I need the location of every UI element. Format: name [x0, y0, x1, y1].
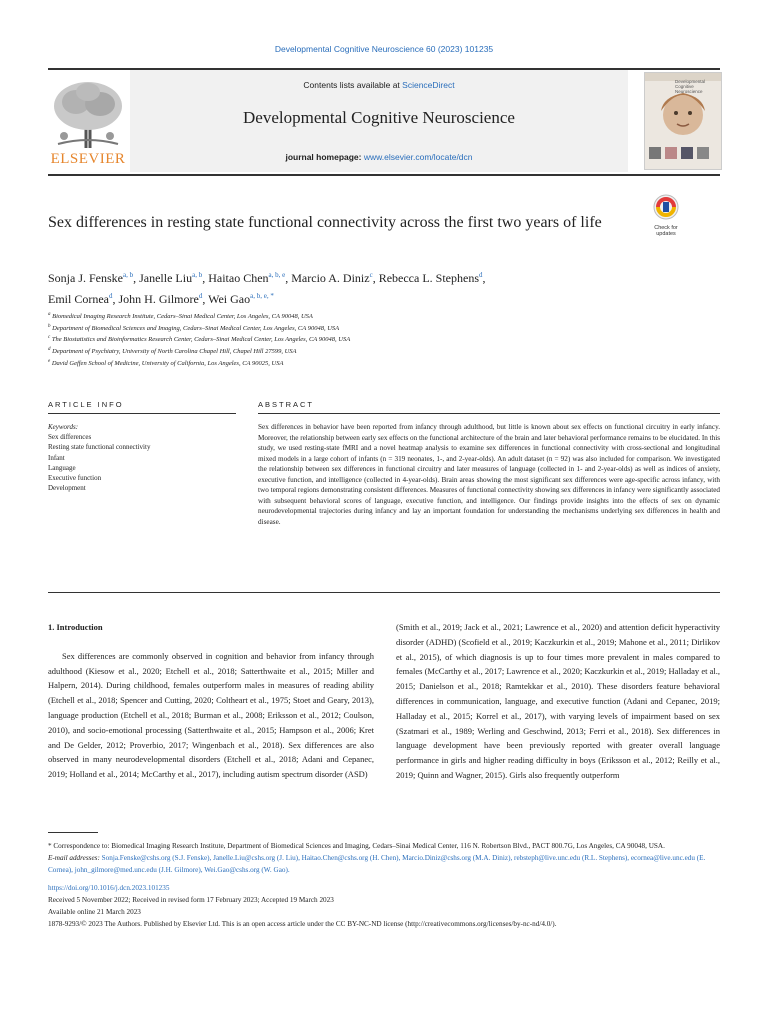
sciencedirect-link[interactable]: ScienceDirect — [402, 80, 455, 90]
affiliation-item — [48, 322, 668, 334]
email-links[interactable]: Sonja.Fenske@cshs.org (S.J. Fenske), Janelle.Liu@cshs.org (J. Liu), Haitao.Chen@cshs.org (H. Chen), Marcio.Diniz@cshs.org (M.A. Diniz), rebsteph@live.unc.edu (R.L. Stephens), ecornea@live.unc.edu (E. Cornea), john_gilmore@med.unc.edu (J.H. Gilmore), Wei.Gao@cshs.org (W. Gao). — [48, 854, 706, 874]
affiliation-item — [48, 310, 668, 322]
abstract-rule — [258, 413, 720, 414]
author-name[interactable]: Haitao Chen — [208, 271, 269, 285]
available-online: Available online 21 March 2023 — [48, 908, 141, 916]
keyword-item: Resting state functional connectivity — [48, 443, 151, 452]
email-label: E-mail addresses: — [48, 854, 100, 862]
author-affiliation-sup[interactable]: a, b — [192, 271, 203, 279]
affiliation-sup: d — [48, 346, 51, 352]
author-affiliation-sup[interactable]: a, b, e, * — [250, 292, 274, 300]
correspondence-note: * Correspondence to: Biomedical Imaging Research Institute, Department of Biomedical Sciences and Imaging, Cedars–Sinai Medical Center, 116 N. Robertson Blvd., PACT 800.7G, Los Angeles, CA 90048, USA. — [48, 842, 665, 850]
author-affiliation-sup[interactable]: c — [369, 271, 373, 279]
author-name[interactable]: Marcio A. Diniz — [291, 271, 370, 285]
received-dates: Received 5 November 2022; Received in revised form 17 February 2023; Accepted 19 March 2023 — [48, 896, 334, 904]
homepage-link[interactable]: www.elsevier.com/locate/dcn — [363, 152, 473, 162]
author-name[interactable]: Emil Cornea — [48, 292, 109, 306]
affiliation-item — [48, 333, 668, 345]
check-for-updates-button[interactable] — [648, 194, 684, 237]
footnote-rule — [48, 832, 98, 833]
journal-cover-image — [644, 72, 722, 170]
journal-reference-link[interactable]: Developmental Cognitive Neuroscience 60 (2023) 101235 — [274, 44, 494, 54]
license-text: 1878-9293/© 2023 The Authors. Published by Elsevier Ltd. This is an open access article under the CC BY-NC-ND license (http://creativecommons.org/licenses/by-nc-nd/4.0/). — [48, 920, 557, 928]
journal-title: Developmental Cognitive Neuroscience — [243, 108, 515, 127]
elsevier-logo — [48, 78, 128, 168]
keywords-label: Keywords: — [48, 423, 79, 431]
keyword-item: Infant — [48, 453, 65, 462]
intro-left-column — [48, 620, 374, 782]
author-name[interactable]: Janelle Liu — [139, 271, 193, 285]
author-affiliation-sup[interactable]: a, b — [123, 271, 134, 279]
keyword-item: Executive function — [48, 474, 102, 483]
footnotes — [48, 840, 720, 930]
author-affiliation-sup[interactable]: a, b, e — [268, 271, 286, 279]
author-name[interactable]: Rebecca L. Stephens — [378, 271, 479, 285]
article-title: Sex differences in resting state functional connectivity across the first two years of life — [48, 214, 602, 231]
author-affiliation-sup[interactable]: d — [108, 292, 113, 300]
homepage-prefix: journal homepage: — [285, 152, 364, 162]
article-info-rule — [48, 413, 236, 414]
keyword-item: Development — [48, 484, 86, 493]
email-addresses — [48, 852, 720, 876]
keyword-item: Sex differences — [48, 433, 92, 442]
intro-heading: 1. Introduction — [48, 622, 103, 632]
contents-prefix: Contents lists available at — [303, 80, 403, 90]
cover-title: Developmental Cognitive Neuroscience — [675, 79, 706, 94]
intro-paragraph-right: (Smith et al., 2019; Jack et al., 2021; Lawrence et al., 2020) and attention deficit hyperactivity disorder (ADHD) (Scofield et al., 2019; Kaczkurkin et al., 2019; Mahone et al., 2011; Dirlikov et al., 2015), of which diagnosis is up to four times more prevalent in males compared to females (McCarthy et al., 2017; Lawrence et al., 2020; Kaczkurkin et al., 2019; Halladay et al., 2015; Danielson et al., 2018; Ramtekkar et al., 2010). These disorders feature behavioral differences in communication, language, and executive function (Adani and Cepanec, 2019; Halladay et al., 2015; Korrel et al., 2017), with varying levels of impairment based on sex (Szatmari et al., 1989; Werling and Geschwind, 2013; Ferri et al., 2018). Sex differences in language development have been previously reported with greater overall language performance in girls and higher reading difficulty in boys (Eriksson et al., 2012; Reilly et al., 2019; Quinn and Wagner, 2015). Girls also frequently outperform — [396, 622, 720, 780]
affiliation-sup: a — [48, 312, 51, 317]
author-line-1: Sonja J. Fenske$^{a, b}$, Janelle Liu$^{a, b}$, Haitao Chen$^{a, b, e}$, Marcio A. Diniz$^c$, Rebecca L. Stephens$^d$, — [48, 271, 486, 285]
keywords-block — [48, 422, 228, 493]
check-updates-icon — [648, 194, 684, 220]
affiliation-text: Department of Psychiatry, University of North Carolina Chapel Hill, Chapel Hill 27599, USA — [50, 348, 297, 356]
keyword-list — [48, 432, 228, 493]
affiliation-sup: c — [48, 335, 51, 341]
author-list — [48, 266, 668, 308]
affiliation-sup: b — [48, 323, 51, 329]
affiliation-text: Biomedical Imaging Research Institute, Cedars–Sinai Medical Center, Los Angeles, CA 90048, USA — [50, 313, 313, 321]
doi-link[interactable]: https://doi.org/10.1016/j.dcn.2023.101235 — [48, 884, 170, 892]
author-name[interactable]: Wei Gao — [208, 292, 251, 306]
publisher-wordmark: ELSEVIER — [50, 151, 126, 167]
keyword-item: Language — [48, 463, 76, 472]
affiliation-text: Department of Biomedical Sciences and Imaging, Cedars–Sinai Medical Center, Los Angeles, CA 90048, USA — [50, 324, 340, 332]
author-name[interactable]: Sonja J. Fenske — [48, 271, 123, 285]
affiliation-item — [48, 357, 668, 369]
affiliation-text: David Geffen School of Medicine, University of California, Los Angeles, CA 90025, USA — [50, 359, 284, 367]
author-affiliation-sup[interactable]: d — [478, 271, 483, 279]
author-affiliation-sup[interactable]: d — [198, 292, 203, 300]
abstract-heading: ABSTRACT — [258, 400, 315, 409]
author-line-2: Emil Cornea$^d$, John H. Gilmore$^d$, Wei Gao$^{a, b, e, *}$ — [48, 292, 274, 306]
affiliation-list — [48, 310, 668, 368]
intro-paragraph-left: Sex differences are commonly observed in cognition and behavior from infancy through adulthood (Kiesow et al., 2020; Etchell et al., 2018; Satterthwaite et al., 2015; Miller and Halpern, 2014). During childhood, females outperform males in measures of reading ability (Etchell et al., 2018; Spencer and Cutting, 2020; Coltheart et al., 1975; Stoet and Geary, 2013), language production (Etchell et al., 2018; Burman et al., 2008; Eriksson et al., 2012; Coulson, 2010), and socio-emotional processing (Satterthwaite et al., 2015; Hampson et al., 2006; Kret and De Gelder, 2012; Proverbio, 2017; Wingenbach et al., 2018). Sex differences are also observed in many neurodevelopmental disorders (Etchell et al., 2018; Adani and Cepanec, 2019; Holland et al., 2014; McCarthy et al., 2017), including autism spectrum disorder (ASD) — [48, 650, 374, 780]
intro-right-column — [396, 620, 720, 783]
affiliation-text: The Biostatistics and Bioinformatics Research Center, Cedars–Sinai Medical Center, Los Angeles, CA 90048, USA — [50, 336, 351, 344]
affiliation-item — [48, 345, 668, 357]
author-name[interactable]: John H. Gilmore — [118, 292, 199, 306]
article-info-heading: ARTICLE INFO — [48, 400, 124, 409]
tree-logo-icon — [48, 78, 128, 150]
header-bottom-rule — [48, 174, 720, 176]
contents-line — [130, 80, 628, 90]
homepage-line — [130, 152, 628, 162]
abstract-text: Sex differences in behavior have been reported from infancy through adulthood, but little is known about sex effects on functional circuitry in early infancy. Moreover, the relationship between early sex effects on the functional architecture of the brain and later behavioral performance remains to be elucidated. In this study, we used resting-state fMRI and a novel heatmap analysis to examine sex differences in functional connectivity with cross-sectional and longitudinal mixed models in a large cohort of infants (n = 319 neonates, 1-, and 2-year-olds). An adult dataset (n = 92) was also included for comparison. We investigated the relationship between sex differences in functional circuitry and later measures of language (collected in 1- and 2-year-olds) as well as indices of anxiety, executive function, and intelligence (collected in 4-year-olds). Brain areas showing the most significant sex differences were age-specific across infancy, with two temporal regions demonstrating consistent differences. Measures of functional connectivity showing sex differences in infancy were significantly associated with subsequent behavioral scores of language, executive function, and intelligence. Our findings provide insights into the effects of sex on dynamic neurodevelopmental trajectories during infancy and lay an important foundation for understanding the mechanisms underlying sex differences in health and disease. — [258, 423, 720, 526]
abstract-bottom-rule — [48, 592, 720, 593]
affiliation-sup: e — [48, 358, 51, 364]
check-updates-label: Check for updates — [654, 225, 678, 237]
